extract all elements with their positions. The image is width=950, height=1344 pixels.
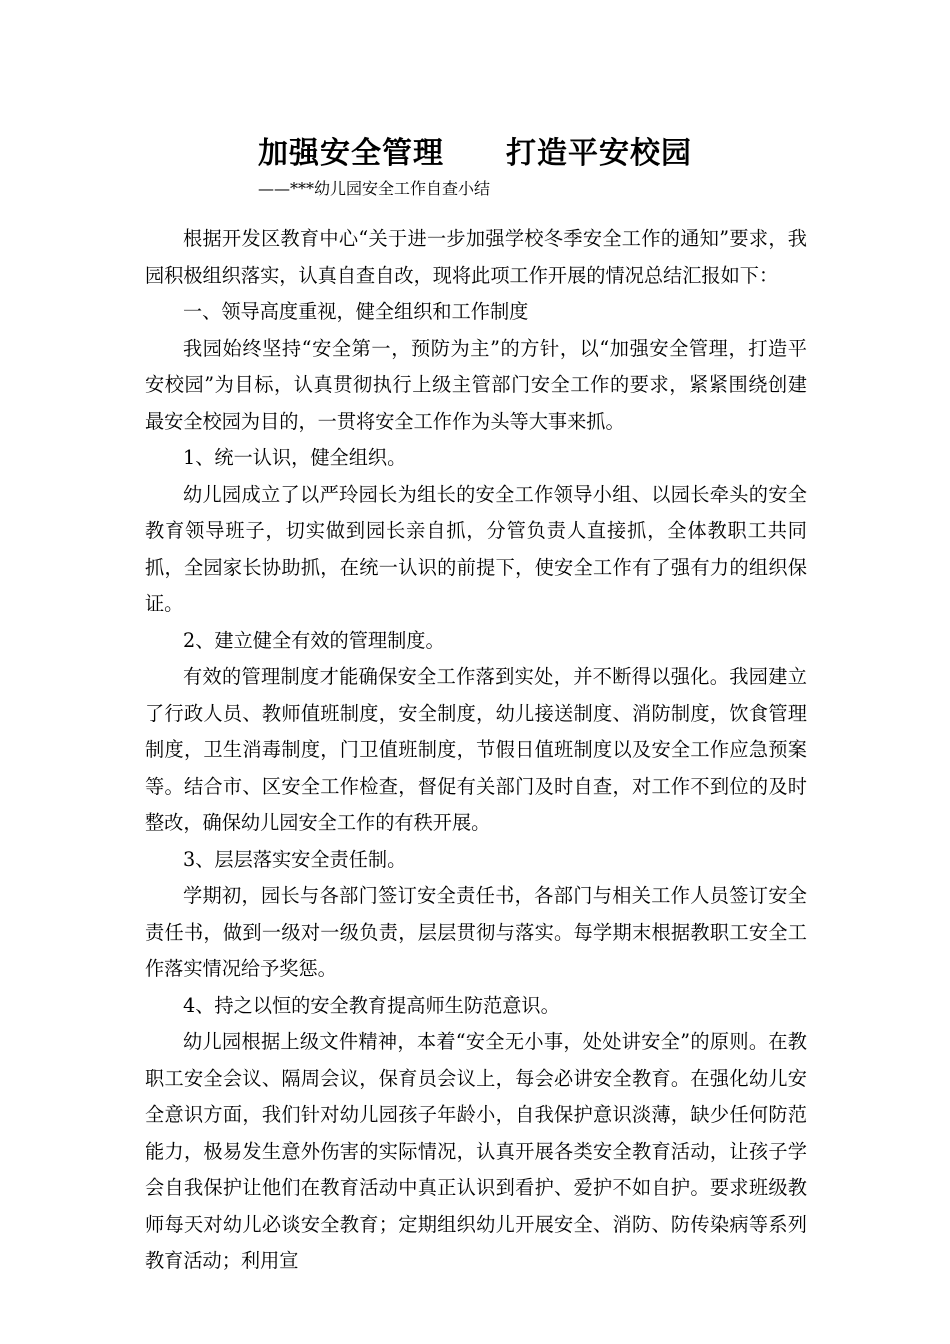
heading-item-1: 1、统一认识，健全组织。 [183,446,407,469]
heading-item-4: 4、持之以恒的安全教育提高师生防范意识。 [183,993,560,1017]
document-title: 加强安全管理 打造平安校园 [258,136,692,171]
heading-item-2: 2、建立健全有效的管理制度。 [183,628,445,652]
paragraph-rules: 有效的管理制度才能确保安全工作落到实处，并不断得以强化。我园建立了行政人员、教师值班制度，安全制度，幼儿接送制度、消防制度，饮食管理制度，卫生消毒制度，门卫值班制度，节假日值班制度以及安全工作应急预案等。结合市、区安全工作检查，督促有关部门及时自查，对工作不到位的及时整改，确保幼儿园安全工作的有秩开展。 [145,665,807,834]
document-body [145,221,807,1280]
paragraph-intro: 根据开发区教育中心“关于进一步加强学校冬季安全工作的通知”要求，我园积极组织落实，认真自查自改，现将此项工作开展的情况总结汇报如下： [145,227,807,287]
heading-section-1: 一、领导高度重视，健全组织和工作制度 [183,300,529,323]
paragraph-responsibility: 学期初，园长与各部门签订安全责任书，各部门与相关工作人员签订安全责任书，做到一级对一级负责，层层贯彻与落实。每学期末根据教职工安全工作落实情况给予奖惩。 [145,884,807,980]
paragraph-education: 幼儿园根据上级文件精神，本着“安全无小事，处处讲安全”的原则。在教职工安全会议、隔周会议，保育员会议上，每会必讲安全教育。在强化幼儿安全意识方面，我们针对幼儿园孩子年龄小，自我保护意识淡薄，缺少任何防范能力，极易发生意外伤害的实际情况，认真开展各类安全教育活动，让孩子学会自我保护让他们在教育活动中真正认识到看护、爱护不如自护。要求班级教师每天对幼儿必谈安全教育；定期组织幼儿开展安全、消防、防传染病等系列教育活动；利用宣 [145,1030,807,1272]
heading-item-3: 3、层层落实安全责任制。 [183,847,407,871]
paragraph-organization: 幼儿园成立了以严玲园长为组长的安全工作领导小组、以园长牵头的安全教育领导班子，切实做到园长亲自抓，分管负责人直接抓，全体教职工共同抓，全园家长协助抓，在统一认识的前提下，使安全工作有了强有力的组织保证。 [145,482,807,615]
paragraph-policy: 我园始终坚持“安全第一，预防为主”的方针，以“加强安全管理，打造平安校园”为目标，认真贯彻执行上级主管部门安全工作的要求，紧紧围绕创建最安全校园为目的，一贯将安全工作作为头等大事来抓。 [145,336,807,433]
document-subtitle: ——***幼儿园安全工作自查小结 [258,179,491,198]
